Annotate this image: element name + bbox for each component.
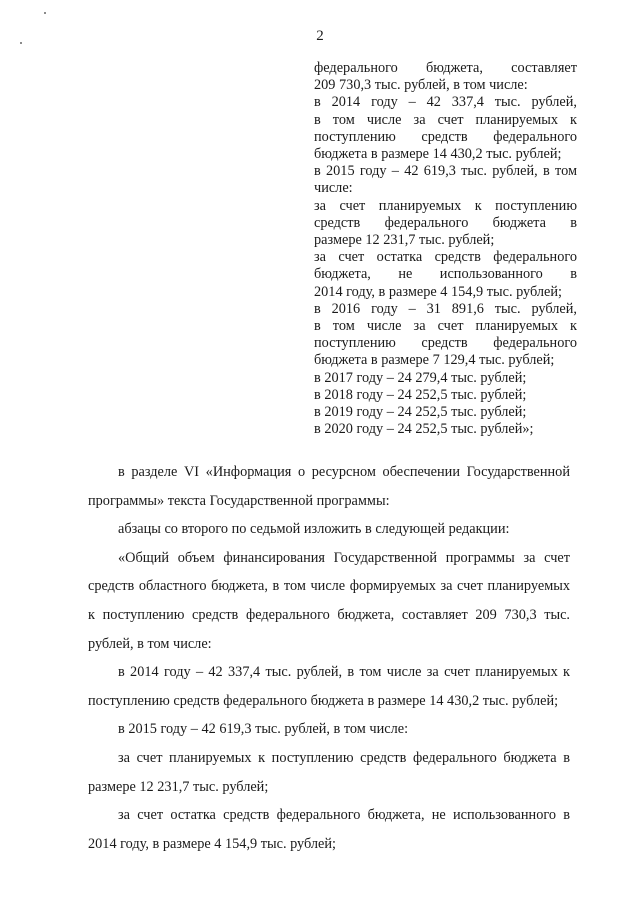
body-paragraph: абзацы со второго по седьмой изложить в следующей редакции: (118, 521, 510, 538)
text-line: 209 730,3 тыс. рублей, в том числе: (314, 77, 528, 94)
text-line: федерального бюджета, составляет (314, 60, 577, 76)
text-line: поступлению средств федерального (314, 335, 577, 352)
text-line: в 2015 году – 42 619,3 тыс. рублей, в том (314, 163, 577, 180)
body-paragraph: в разделе VI «Информация о ресурсном обеспечении Государственной программы» текста Государственной программы: (88, 464, 570, 509)
scan-speck (44, 12, 46, 14)
text-line: размере 12 231,7 тыс. рублей; (314, 232, 495, 249)
text-line: средств федерального бюджета в (314, 214, 577, 231)
text-line: в том числе за счет планируемых к (314, 111, 577, 128)
page-number: 2 (316, 28, 324, 44)
body-paragraph: в 2014 году – 42 337,4 тыс. рублей, в том числе за счет планируемых к поступлению средств федерального бюджета в размере 14 430,2 тыс. рублей; (88, 664, 570, 709)
document-body (88, 458, 570, 858)
text-line: в 2018 году – 24 252,5 тыс. рублей; (314, 386, 527, 403)
text-line: в 2020 году – 24 252,5 тыс. рублей»; (314, 421, 534, 438)
amended-text-column (314, 60, 577, 438)
text-line: в том числе за счет планируемых к (314, 318, 577, 335)
text-line: бюджета, не использованного в (314, 266, 577, 283)
body-paragraph: за счет планируемых к поступлению средств федерального бюджета в размере 12 231,7 тыс. рублей; (88, 749, 570, 795)
text-line: за счет планируемых к поступлению (314, 197, 577, 214)
text-line: в 2014 году – 42 337,4 тыс. рублей, (314, 94, 577, 111)
text-line: в 2016 году – 31 891,6 тыс. рублей, (314, 300, 577, 317)
text-line: в 2017 году – 24 279,4 тыс. рублей; (314, 369, 527, 386)
body-paragraph: за счет остатка средств федерального бюджета, не использованного в 2014 году, в размере 4 154,9 тыс. рублей; (88, 807, 570, 852)
text-line: 2014 году, в размере 4 154,9 тыс. рублей; (314, 283, 563, 300)
text-line: числе: (314, 180, 353, 197)
body-paragraph: в 2015 году – 42 619,3 тыс. рублей, в том числе: (118, 721, 409, 738)
body-paragraph: «Общий объем финансирования Государственной программы за счет средств областного бюджета, в том числе формируемых за счет планируемых к поступлению средств федерального бюджета, составляет 209 730,3 тыс. рублей, в том числе: (88, 549, 570, 652)
text-line: бюджета в размере 7 129,4 тыс. рублей; (314, 352, 555, 369)
text-line: бюджета в размере 14 430,2 тыс. рублей; (314, 146, 562, 163)
text-line: в 2019 году – 24 252,5 тыс. рублей; (314, 404, 527, 421)
text-line: поступлению средств федерального (314, 128, 577, 145)
text-line: за счет остатка средств федерального (314, 249, 577, 266)
